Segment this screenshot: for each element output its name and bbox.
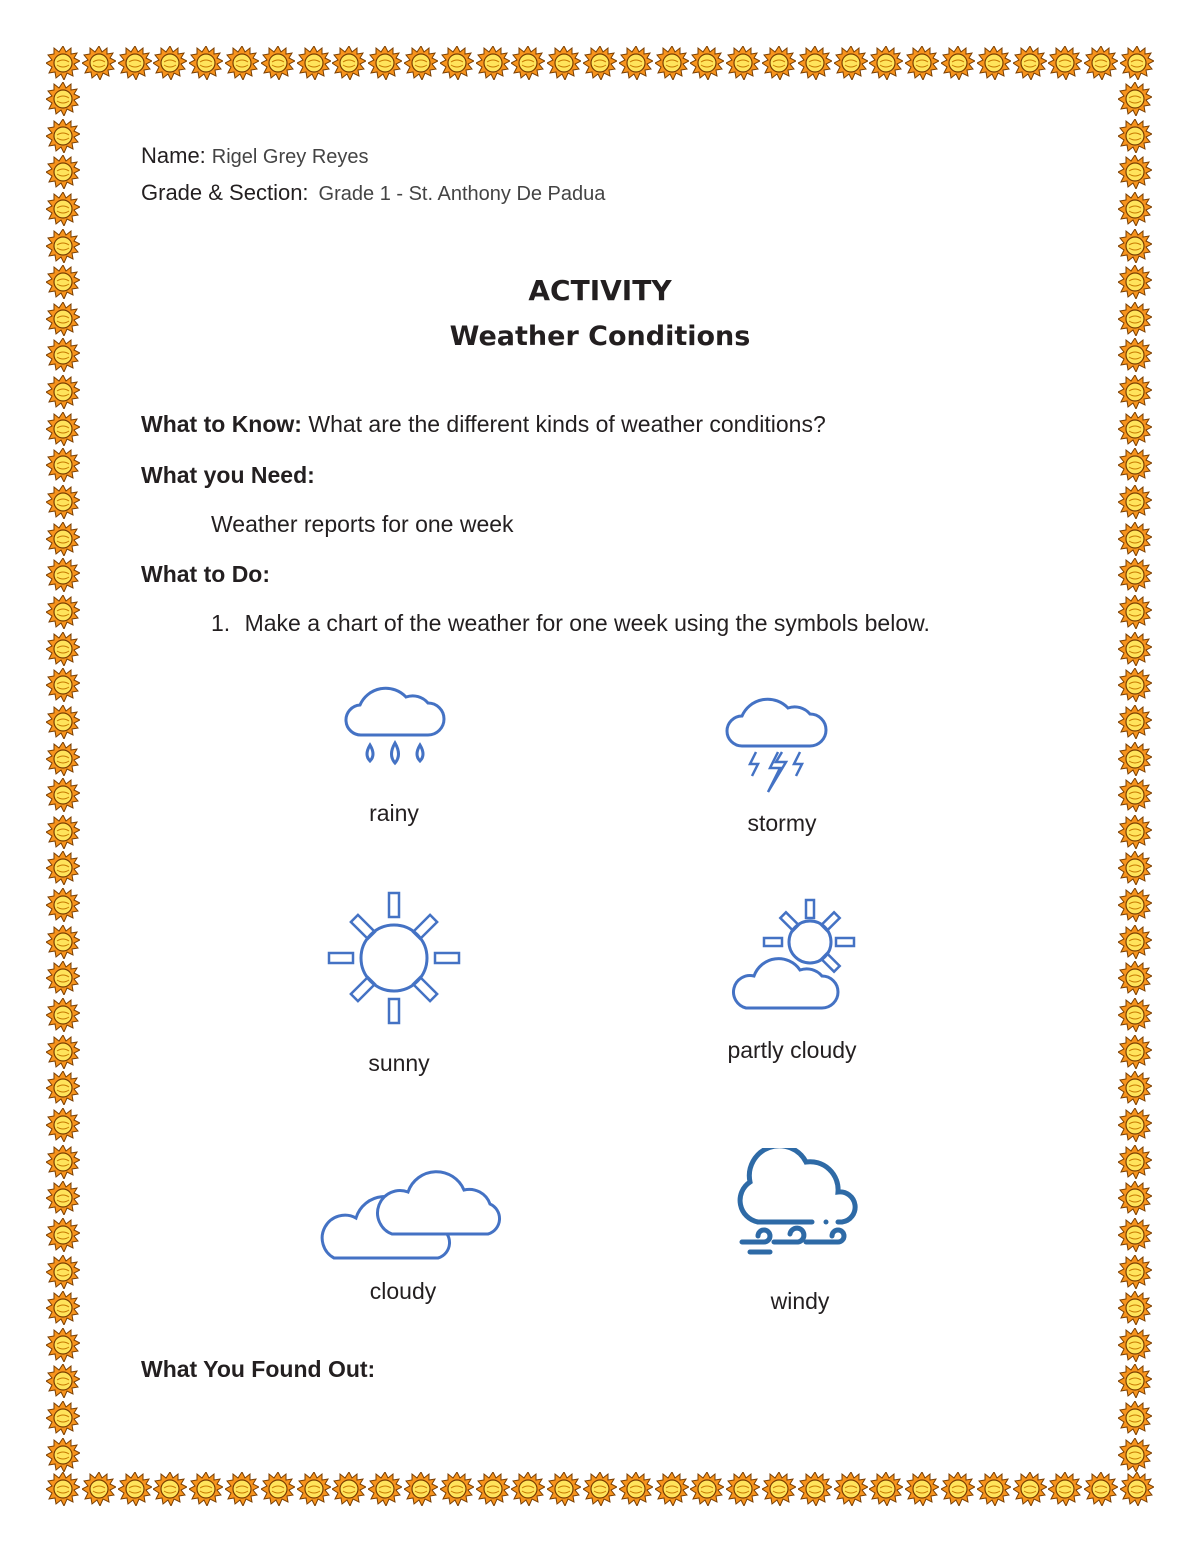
sun-border-icon [583, 1472, 617, 1506]
sun-border-icon [46, 815, 80, 849]
rainy-caption: rainy [369, 800, 419, 826]
sun-border-icon [547, 1472, 581, 1506]
grade-value: Grade 1 - St. Anthony De Padua [318, 183, 606, 205]
activity-subtitle: Weather Conditions [449, 321, 751, 352]
sun-border-icon [46, 1108, 80, 1142]
sun-border-icon [46, 1472, 80, 1506]
sun-border-icon [46, 1438, 80, 1472]
sun-border-icon [46, 961, 80, 995]
border-bottom [46, 1472, 1154, 1508]
sun-border-icon [46, 1255, 80, 1289]
sun-border-icon [1118, 375, 1152, 409]
sun-border-icon [46, 1218, 80, 1252]
sun-border-icon [46, 1181, 80, 1215]
sun-border-icon [1118, 1438, 1152, 1472]
sun-border-icon [1118, 1035, 1152, 1069]
sun-border-icon [1118, 119, 1152, 153]
sun-border-icon [1118, 1071, 1152, 1105]
sun-border-icon [1118, 1291, 1152, 1325]
sun-border-icon [46, 82, 80, 116]
sun-border-icon [1048, 46, 1082, 80]
sun-border-icon [46, 1291, 80, 1325]
sun-border-icon [46, 229, 80, 263]
sun-border-icon [46, 705, 80, 739]
sun-border-icon [690, 1472, 724, 1506]
sun-border-icon [46, 448, 80, 482]
sun-border-icon [1118, 925, 1152, 959]
sun-border-icon [547, 46, 581, 80]
name-field [141, 143, 369, 169]
sun-border-icon [511, 46, 545, 80]
sun-border-icon [225, 46, 259, 80]
name-value: Rigel Grey Reyes [211, 146, 369, 168]
sun-border-icon [1118, 778, 1152, 812]
windy-caption: windy [770, 1288, 830, 1314]
sun-border-icon [1118, 448, 1152, 482]
sun-border-icon [368, 1472, 402, 1506]
sun-border-icon [118, 1472, 152, 1506]
sun-border-icon [46, 595, 80, 629]
sun-border-icon [1118, 705, 1152, 739]
sun-border-icon [1118, 1218, 1152, 1252]
sun-border-icon [1118, 1145, 1152, 1179]
sunny-icon [326, 890, 462, 1026]
sun-border-icon [762, 46, 796, 80]
step-number: 1. [211, 610, 231, 636]
sun-border-icon [404, 46, 438, 80]
sun-border-icon [977, 46, 1011, 80]
what-to-know [141, 411, 826, 438]
sun-border-icon [1118, 998, 1152, 1032]
what-to-do-step [211, 610, 930, 637]
stormy-icon [722, 688, 832, 798]
sun-border-icon [869, 1472, 903, 1506]
sun-border-icon [905, 46, 939, 80]
sun-border-icon [1118, 1364, 1152, 1398]
grade-label: Grade & Section: [141, 180, 309, 205]
sun-border-icon [1118, 82, 1152, 116]
sun-border-icon [1118, 155, 1152, 189]
sun-border-icon [1118, 851, 1152, 885]
sun-border-icon [46, 522, 80, 556]
sun-border-icon [440, 1472, 474, 1506]
sun-border-icon [1118, 668, 1152, 702]
partly-cloudy-caption: partly cloudy [727, 1037, 857, 1063]
sun-border-icon [46, 1071, 80, 1105]
sun-border-icon [46, 375, 80, 409]
sun-border-icon [1120, 46, 1154, 80]
sun-border-icon [619, 1472, 653, 1506]
sun-border-icon [1118, 632, 1152, 666]
sun-border-icon [726, 1472, 760, 1506]
sun-border-icon [46, 742, 80, 776]
sun-border-icon [690, 46, 724, 80]
sun-border-icon [46, 1364, 80, 1398]
sun-border-icon [153, 46, 187, 80]
sun-border-icon [82, 46, 116, 80]
sun-border-icon [476, 1472, 510, 1506]
sun-border-icon [834, 1472, 868, 1506]
sun-border-icon [941, 46, 975, 80]
sun-border-icon [261, 46, 295, 80]
sun-border-icon [1118, 595, 1152, 629]
sun-border-icon [905, 1472, 939, 1506]
sun-border-icon [1118, 815, 1152, 849]
sun-border-icon [1013, 1472, 1047, 1506]
sun-border-icon [655, 46, 689, 80]
sun-border-icon [225, 1472, 259, 1506]
sun-border-icon [1118, 1328, 1152, 1362]
sunny-caption: sunny [368, 1050, 430, 1076]
sun-border-icon [46, 412, 80, 446]
sun-border-icon [46, 778, 80, 812]
sun-border-icon [332, 1472, 366, 1506]
sun-border-icon [655, 1472, 689, 1506]
what-you-need-label: What you Need: [141, 462, 315, 488]
sun-border-icon [46, 1035, 80, 1069]
sun-border-icon [1118, 412, 1152, 446]
sun-border-icon [46, 1401, 80, 1435]
sun-border-icon [1013, 46, 1047, 80]
sun-border-icon [1118, 192, 1152, 226]
sun-border-icon [1084, 1472, 1118, 1506]
sun-border-icon [726, 46, 760, 80]
sun-border-icon [1118, 558, 1152, 592]
sun-border-icon [368, 46, 402, 80]
sun-border-icon [261, 1472, 295, 1506]
step-text: Make a chart of the weather for one week using the symbols below. [244, 610, 930, 636]
sun-border-icon [1118, 1255, 1152, 1289]
sun-border-icon [1118, 1181, 1152, 1215]
sun-border-icon [46, 888, 80, 922]
sun-border-icon [297, 46, 331, 80]
sun-border-icon [82, 1472, 116, 1506]
sun-border-icon [834, 46, 868, 80]
sun-border-icon [46, 632, 80, 666]
partly-cloudy-icon [728, 896, 862, 1014]
sun-border-icon [1118, 485, 1152, 519]
name-label: Name: [141, 143, 206, 168]
sun-border-icon [46, 119, 80, 153]
sun-border-icon [46, 1328, 80, 1362]
sun-border-icon [189, 1472, 223, 1506]
sun-border-icon [1084, 46, 1118, 80]
sun-border-icon [941, 1472, 975, 1506]
sun-border-icon [583, 46, 617, 80]
sun-border-icon [46, 192, 80, 226]
sun-border-icon [46, 485, 80, 519]
sun-border-icon [869, 46, 903, 80]
sun-border-icon [977, 1472, 1011, 1506]
sun-border-icon [46, 558, 80, 592]
sun-border-icon [511, 1472, 545, 1506]
sun-border-icon [762, 1472, 796, 1506]
sun-border-icon [46, 998, 80, 1032]
border-top [46, 46, 1154, 82]
cloudy-caption: cloudy [369, 1278, 437, 1304]
sun-border-icon [1118, 888, 1152, 922]
sun-border-icon [118, 46, 152, 80]
sun-border-icon [46, 46, 80, 80]
activity-title: ACTIVITY [528, 274, 672, 307]
sun-border-icon [798, 1472, 832, 1506]
sun-border-icon [189, 46, 223, 80]
windy-icon [730, 1148, 866, 1260]
what-you-need-item: Weather reports for one week [211, 511, 514, 537]
what-you-found-out-label: What You Found Out: [141, 1356, 376, 1382]
what-to-know-label: What to Know: [141, 411, 302, 437]
stormy-caption: stormy [747, 810, 817, 836]
sun-border-icon [46, 155, 80, 189]
sun-border-icon [1118, 522, 1152, 556]
sun-border-icon [153, 1472, 187, 1506]
sun-border-icon [1118, 1108, 1152, 1142]
sun-border-icon [332, 46, 366, 80]
sun-border-icon [1048, 1472, 1082, 1506]
sun-border-icon [46, 1145, 80, 1179]
sun-border-icon [1118, 961, 1152, 995]
sun-border-icon [1118, 742, 1152, 776]
what-to-do-label: What to Do: [141, 561, 271, 587]
sun-border-icon [1118, 1401, 1152, 1435]
sun-border-icon [1118, 229, 1152, 263]
sun-border-icon [1120, 1472, 1154, 1506]
sun-border-icon [798, 46, 832, 80]
rainy-icon [340, 677, 450, 777]
sun-border-icon [476, 46, 510, 80]
sun-border-icon [46, 925, 80, 959]
sun-border-icon [619, 46, 653, 80]
sun-border-icon [297, 1472, 331, 1506]
sun-border-icon [46, 851, 80, 885]
grade-field [141, 180, 605, 206]
cloudy-icon [316, 1162, 510, 1268]
sun-border-icon [404, 1472, 438, 1506]
sun-border-icon [440, 46, 474, 80]
what-to-know-text: What are the different kinds of weather conditions? [308, 411, 826, 437]
sun-border-icon [46, 668, 80, 702]
